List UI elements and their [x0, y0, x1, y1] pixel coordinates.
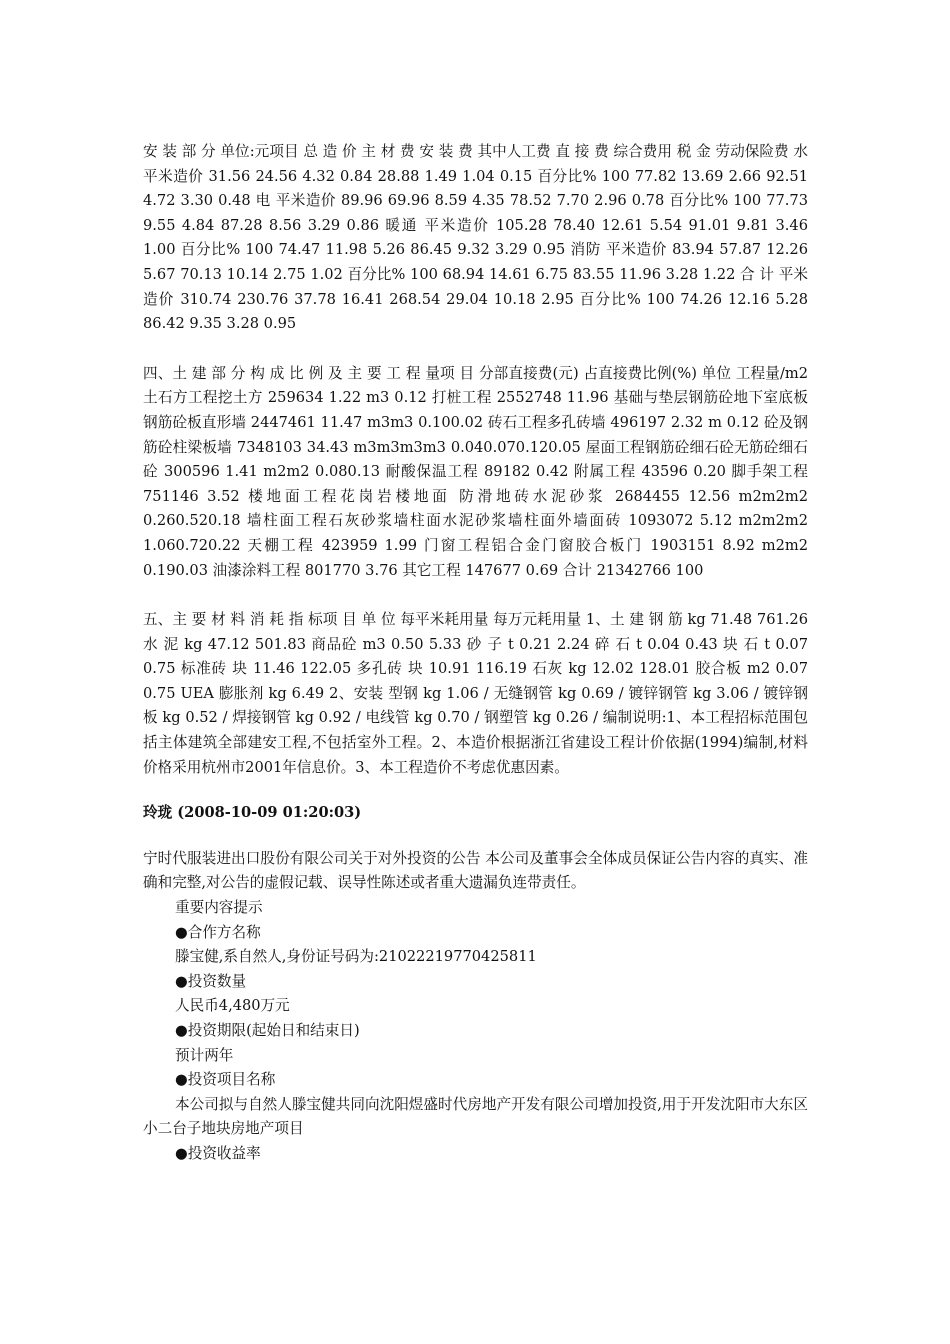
install-section-paragraph: 安 装 部 分 单位:元项目 总 造 价 主 材 费 安 装 费 其中人工费 直 接 费 综合费用 税 金 劳动保险费 水 平米造价 31.56 24.56 4.32 0.84 28.88 1.49 1.04 0.15 百分比% 100 77.82 13.69 2.66 92.51 4.72 3.30 0.48 电 平米造价 89.96 69.96 8.59 4.35 78.52 7.70 2.96 0.78 百分比% 100 77.73 9.55 4.84 87.28 8.56 3.29 0.86 暖通 平米造价 105.28 78.40 12.61 5.54 91.01 9.81 3.46 1.00 百分比% 100 74.47 11.98 5.26 86.45 9.32 3.29 0.95 消防 平米造价 83.94 57.87 12.26 5.67 70.13 10.14 2.75 1.02 百分比% 100 68.94 14.61 6.75 83.55 11.96 3.28 1.22 合 计 平米造价 310.74 230.76 37.78 16.41 268.54 29.04 10.18 2.95 百分比% 100 74.26 12.16 5.28 86.42 9.35 3.28 0.95	[143, 143, 808, 333]
spacer	[143, 826, 808, 847]
notice-line: ●投资项目名称	[175, 1071, 276, 1089]
materials-section-paragraph: 五、主 要 材 料 消 耗 指 标项 目 单 位 每平米耗用量 每万元耗用量 1、土 建 钢 筋 kg 71.48 761.26 水 泥 kg 47.12 501.83 商品砼 m3 0.50 5.33 砂 子 t 0.21 2.24 碎 石 t 0.04 0.43 块 石 t 0.07 0.75 标准砖 块 11.46 122.05 多孔砖 块 10.91 116.19 石灰 kg 12.02 128.01 胶合板 m2 0.07 0.75 UEA 膨胀剂 kg 6.49 2、安装 型钢 kg 1.06 / 无缝钢管 kg 0.69 / 镀锌钢管 kg 3.06 / 镀锌钢板 kg 0.52 / 焊接钢管 kg 0.92 / 电线管 kg 0.70 / 钢塑管 kg 0.26 / 编制说明:1、本工程招标范围包括主体建筑全部建安工程,不包括室外工程。2、本造价根据浙江省建设工程计价依据(1994)编制,材料价格采用杭州市2001年信息价。3、本工程造价不考虑优惠因素。	[143, 611, 808, 776]
notice-project-paragraph: 本公司拟与自然人滕宝健共同向沈阳煜盛时代房地产开发有限公司增加投资,用于开发沈阳市大东区小二台子地块房地产项目	[143, 1095, 808, 1138]
spacer	[143, 583, 808, 608]
notice-line: 滕宝健,系自然人,身份证号码为:21022219770425811	[175, 948, 537, 966]
notice-line: 人民币4,480万元	[175, 997, 290, 1015]
notice-line: 重要内容提示	[175, 899, 263, 917]
spacer	[143, 780, 808, 801]
notice-title: 宁时代服装进出口股份有限公司关于对外投资的公告 本公司及董事会全体成员保证公告内容的真实、准确和完整,对公告的虚假记载、误导性陈述或者重大遗漏负连带责任。	[143, 849, 808, 892]
post-heading: 玲珑 (2008-10-09 01:20:03)	[143, 804, 362, 822]
notice-line: ●投资收益率	[175, 1144, 261, 1162]
notice-line: ●合作方名称	[175, 923, 261, 941]
civil-section-paragraph: 四、土 建 部 分 构 成 比 例 及 主 要 工 程 量项 目 分部直接费(元) 占直接费比例(%) 单位 工程量/m2 土石方工程挖土方 259634 1.22 m3 0.12 打桩工程 2552748 11.96 基础与垫层钢筋砼地下室底板 钢筋砼板直形墙 2447461 11.47 m3m3 0.100.02 砖石工程多孔砖墙 496197 2.32 m 0.12 砼及钢筋砼柱梁板墙 7348103 34.43 m3m3m3m3 0.040.070.120.05 屋面工程钢筋砼细石砼无筋砼细石砼 300596 1.41 m2m2 0.080.13 耐酸保温工程 89182 0.42 附属工程 43596 0.20 脚手架工程 751146 3.52 楼地面工程花岗岩楼地面 防滑地砖水泥砂浆 2684455 12.56 m2m2m2 0.260.520.18 墙柱面工程石灰砂浆墙柱面水泥砂浆墙柱面外墙面砖 1093072 5.12 m2m2m2 1.060.720.22 天棚工程 423959 1.99 门窗工程铝合金门窗胶合板门 1903151 8.92 m2m2 0.190.03 油漆涂料工程 801770 3.76 其它工程 147677 0.69 合计 21342766 100	[143, 364, 808, 579]
notice-line: ●投资期限(起始日和结束日)	[175, 1022, 360, 1039]
spacer	[143, 337, 808, 362]
notice-line: 预计两年	[175, 1046, 234, 1064]
notice-line: ●投资数量	[175, 972, 247, 990]
document-page	[143, 140, 808, 1167]
